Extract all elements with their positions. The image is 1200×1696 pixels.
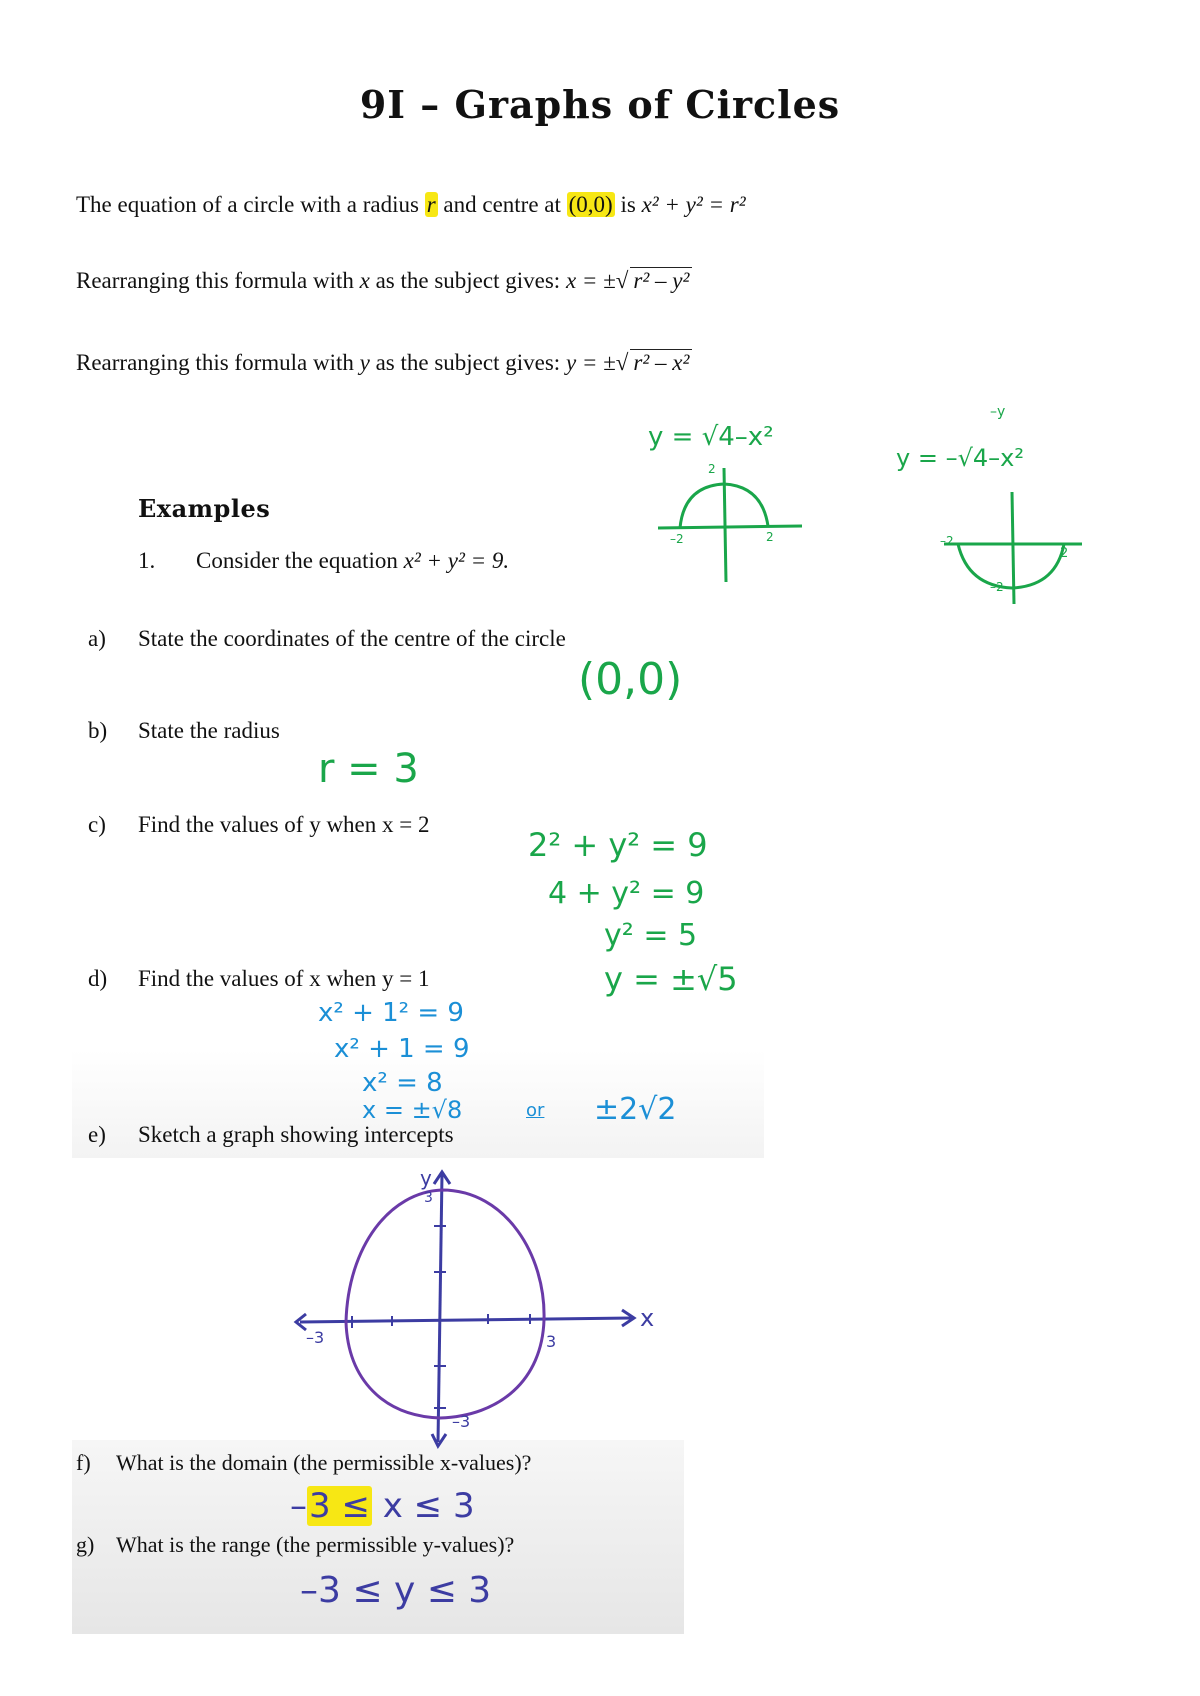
- intro-text: as the subject gives:: [369, 268, 566, 293]
- work-d-line-1: x² + 1² = 9: [318, 998, 464, 1028]
- question-d: [88, 966, 430, 992]
- intro-text: and centre at: [437, 192, 567, 217]
- green-sketch-lower-label-left: –2: [940, 534, 954, 548]
- question-text: Sketch a graph showing intercepts: [138, 1122, 454, 1147]
- examples-heading: Examples: [138, 494, 271, 523]
- highlight-centre: (0,0): [568, 192, 613, 217]
- question-f: [76, 1450, 531, 1476]
- green-sketch-upper-label-right: 2: [766, 530, 774, 544]
- graph-y-label: y: [420, 1166, 432, 1190]
- question-label: g): [76, 1532, 95, 1557]
- work-d-line-2: x² + 1 = 9: [334, 1034, 470, 1064]
- work-c-line-3: y² = 5: [604, 918, 698, 953]
- graph-label-right: 3: [546, 1332, 557, 1351]
- question-text: State the coordinates of the centre of the circle: [138, 626, 566, 651]
- work-d-line-3: x² = 8: [362, 1068, 443, 1098]
- green-sketch-upper-label-left: –2: [670, 532, 684, 546]
- graph-label-top: 3: [424, 1190, 433, 1206]
- question-c: [88, 812, 430, 838]
- formula-y-lhs: y = ±: [565, 350, 616, 375]
- graph-label-bottom: –3: [452, 1412, 471, 1431]
- intro-text: Rearranging this formula with: [76, 350, 360, 375]
- answer-a: (0,0): [578, 654, 683, 705]
- example-1-prompt: [138, 548, 509, 574]
- answer-f-prefix: –: [290, 1486, 307, 1526]
- intro-text: The equation of a circle with a radius: [76, 192, 425, 217]
- intro-line-1: [76, 192, 746, 218]
- question-g: [76, 1532, 514, 1558]
- question-label: b): [88, 718, 108, 743]
- question-text: Find the values of y when x = 2: [138, 812, 430, 837]
- intro-text: Rearranging this formula with: [76, 268, 360, 293]
- question-b: [88, 718, 280, 744]
- example-equation: x² + y² = 9.: [403, 548, 510, 573]
- formula-x-root: r² – y²: [630, 267, 692, 293]
- question-text: State the radius: [138, 718, 280, 743]
- intro-text: as the subject gives:: [369, 350, 566, 375]
- answer-f: [290, 1486, 475, 1526]
- circle-sketch-graph: [292, 1166, 692, 1456]
- intro-var: y: [359, 350, 370, 375]
- answer-f-highlight: 3 ≤: [309, 1486, 370, 1526]
- question-text: What is the domain (the permissible x-values)?: [116, 1450, 532, 1475]
- work-c-line-4: y = ±√5: [604, 960, 738, 998]
- question-label: e): [88, 1122, 106, 1147]
- question-label: d): [88, 966, 108, 991]
- question-label: f): [76, 1450, 91, 1475]
- work-d-line-4: x = ±√8: [362, 1096, 463, 1124]
- question-label: a): [88, 626, 106, 651]
- circle-equation: x² + y² = r²: [641, 192, 746, 217]
- page-title: 9I – Graphs of Circles: [359, 82, 841, 127]
- green-sketch-upper-label-top: 2: [708, 462, 716, 476]
- question-a: [88, 626, 566, 652]
- example-prompt-text: Consider the equation: [196, 548, 404, 573]
- formula-y-root: r² – x²: [630, 349, 692, 375]
- green-sketch-lower-label-bottom: –2: [990, 580, 1004, 594]
- work-d-or: or: [526, 1100, 545, 1121]
- intro-text: is: [614, 192, 642, 217]
- answer-f-rest: x ≤ 3: [371, 1486, 475, 1526]
- green-sketch-lower-label-right: 2: [1060, 546, 1069, 561]
- intro-line-2: Rearranging this formula with x as the subject gives: x = ±√ r² – y²: [76, 268, 692, 294]
- question-e: [88, 1122, 454, 1148]
- green-note-semicircle-top: y = √4–x²: [648, 422, 774, 452]
- intro-var: x: [359, 268, 370, 293]
- question-text: What is the range (the permissible y-values)?: [116, 1532, 515, 1557]
- formula-x-lhs: x = ±: [565, 268, 616, 293]
- highlight-radius: r: [426, 192, 436, 217]
- intro-line-3: Rearranging this formula with y as the subject gives: y = ±√ r² – x²: [76, 350, 692, 376]
- answer-b: r = 3: [318, 746, 419, 792]
- green-sketch-lower-semicircle: [938, 486, 1098, 616]
- example-number: 1.: [138, 548, 156, 573]
- green-note-semicircle-bottom: y = –√4–x²: [896, 444, 1024, 472]
- green-note-minus-y: –y: [990, 404, 1006, 420]
- question-label: c): [88, 812, 106, 837]
- question-text: Find the values of x when y = 1: [138, 966, 430, 991]
- work-c-line-2: 4 + y² = 9: [548, 876, 705, 911]
- graph-label-left: –3: [306, 1328, 325, 1347]
- answer-g: –3 ≤ y ≤ 3: [300, 1570, 492, 1611]
- work-c-line-1: 2² + y² = 9: [528, 826, 708, 864]
- work-d-alt: ±2√2: [594, 1092, 677, 1127]
- graph-x-label: x: [640, 1304, 655, 1332]
